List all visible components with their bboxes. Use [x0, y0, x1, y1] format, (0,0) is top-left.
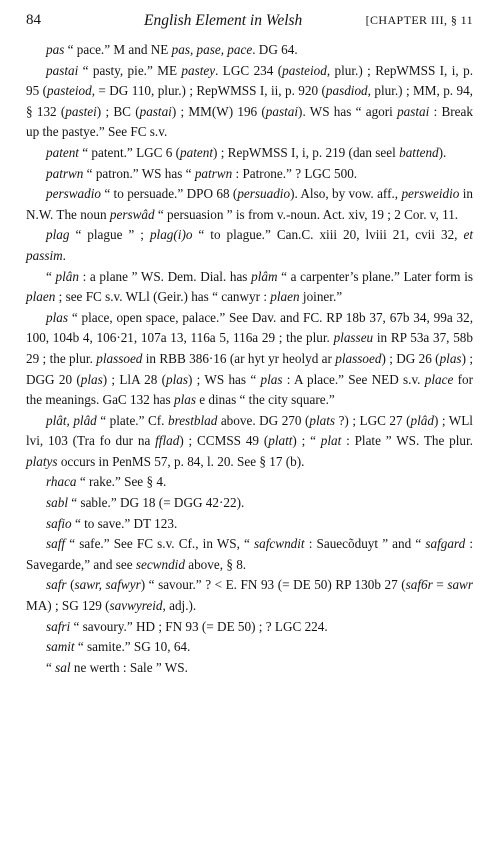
entry-text: “ [46, 268, 56, 284]
headword-or-citation: patrwn [194, 165, 233, 181]
entry-text: ) ; RepWMSS I, i, p. 219 (dan seel [213, 144, 400, 160]
entry-text: “ persuasion ” is from v.-noun. Act. xiv, 19 ; 2 Cor. v, 11. [154, 206, 459, 222]
entry-text: ). [438, 144, 447, 160]
headword-or-citation: battend [399, 144, 439, 160]
entry-text: ) ; LlA 28 ( [102, 371, 167, 387]
entry-text: MA) ; SG 129 ( [26, 598, 110, 614]
entry-text: e dinas “ the city square.” [195, 392, 335, 408]
entry-text: : A place.” See NED s.v. [282, 371, 425, 387]
entry-text: ) “ savour.” ? < E. FN 93 (= DE 50) RP 130b 27 ( [140, 577, 406, 593]
headword-or-citation: pasteiod [282, 62, 327, 78]
headword-or-citation: patrwn [46, 165, 84, 181]
entry-safri [26, 617, 473, 638]
headword-or-citation: plas [46, 309, 68, 325]
headword-or-citation: patent [46, 144, 79, 160]
entry-text: ). WS has “ agori [298, 103, 398, 119]
entry-text: in RBB 386·16 (ar hyt yr heolyd ar [142, 350, 336, 366]
entry-text: in N.W. The noun [26, 186, 473, 222]
entry-text: . LGC 234 ( [215, 62, 283, 78]
entry-text: in RP 53a 37, 58b 29 ; the plur. [26, 330, 473, 366]
entry-sal [26, 658, 473, 679]
headword-or-citation: safcwndit [254, 536, 305, 552]
headword-or-citation: plas [439, 350, 462, 366]
running-title: English Element in Welsh [144, 12, 303, 29]
headword-or-citation: pastai [46, 62, 79, 78]
headword-or-citation: saff [46, 536, 66, 552]
headword-or-citation: samit [46, 639, 75, 655]
entry-text: “ plate.” Cf. [96, 412, 168, 428]
headword-or-citation: plat [320, 433, 342, 449]
entry-plat [26, 411, 473, 473]
headword-or-citation: plas [80, 371, 103, 387]
headword-or-citation: sal [55, 659, 71, 675]
headword-or-citation: plaen [26, 289, 56, 305]
headword-or-citation: sawr, safwyr [74, 577, 141, 593]
headword-or-citation: pastai [397, 103, 430, 119]
headword-or-citation: plag(i)o [149, 227, 193, 243]
entry-text: “ to save.” DT 123. [71, 515, 178, 531]
entry-rhaca [26, 472, 473, 493]
headword-or-citation: plassoed [96, 350, 143, 366]
entry-text: ) ; “ [292, 433, 321, 449]
entry-text: above. DG 270 ( [217, 412, 310, 428]
headword-or-citation: fflad [155, 433, 180, 449]
entry-text: “ pasty, pie.” ME [78, 62, 182, 78]
entry-text: “ to persuade.” DPO 68 ( [100, 186, 238, 202]
entry-text: ( [66, 577, 75, 593]
headword-or-citation: sabl [46, 495, 68, 511]
headword-or-citation: savwyreid [109, 598, 163, 614]
entry-text: , plur.) ; RepWMSS I, i, p. 95 ( [26, 62, 473, 99]
entry-text: : Savegarde,” and see [26, 536, 473, 572]
entry-text: ) ; DG 26 ( [381, 350, 440, 366]
entry-text: , = DG 110, plur.) ; RepWMSS I, ii, p. 920 ( [91, 83, 326, 99]
entry-text: occurs in PenMS 57, p. 84, l. 20. See § 17 (b). [57, 453, 305, 469]
entry-plas [26, 308, 473, 411]
entry-saff [26, 534, 473, 575]
entry-plag [26, 225, 473, 266]
headword-or-citation: pasteiod [47, 83, 92, 99]
entry-plan [26, 267, 473, 308]
headword-or-citation: pastei [65, 103, 97, 119]
entry-text: joiner.” [299, 289, 343, 305]
headword-or-citation: saf6r [405, 577, 433, 593]
entry-text: : Break up the pastye.” See FC s.v. [26, 103, 473, 140]
headword-or-citation: platys [26, 453, 58, 469]
entry-text: ) ; DGG 20 ( [26, 350, 473, 387]
entry-text: “ safe.” See FC s.v. Cf., in WS, “ [65, 536, 255, 552]
entry-perswadio [26, 184, 473, 225]
entry-text: , adj.). [162, 598, 197, 614]
headword-or-citation: pastey [181, 62, 216, 78]
headword-or-citation: plassoed [335, 350, 382, 366]
page-header [26, 12, 473, 34]
headword-or-citation: safr [46, 577, 67, 593]
entry-text: , plur.) ; MM, p. 94, § 132 ( [26, 83, 473, 119]
headword-or-citation: persuadio [237, 186, 291, 202]
headword-or-citation: rhaca [46, 474, 77, 490]
headword-or-citation: pastai [265, 103, 299, 119]
entry-text: “ place, open space, palace.” See Dav. and FC. RP 18b 37, 67b 34, 99a 32, 100, 104b 4, 106·21, 107a 13, 116a 5, 116a 29 ; the plur. [26, 309, 473, 346]
entry-text: “ patron.” WS has “ [83, 165, 195, 181]
headword-or-citation: place [424, 371, 454, 387]
entry-text: ) ; WS has “ [188, 371, 261, 387]
entry-text: above, § 8. [184, 556, 247, 572]
entry-text: “ pace.” M and NE [64, 42, 172, 57]
headword-or-citation: plasseu [333, 330, 374, 346]
headword-or-citation: et passim [26, 227, 473, 263]
entry-text: : Plate ” WS. The plur. [341, 433, 473, 449]
entry-text: “ plague ” ; [69, 227, 150, 243]
headword-or-citation: plas [173, 392, 196, 408]
headword-or-citation: plag [46, 227, 70, 243]
entry-text: ). Also, by vow. aff., [290, 186, 402, 202]
entry-text: “ rake.” See § 4. [76, 474, 167, 490]
entry-text: ) ; BC ( [96, 103, 140, 119]
entry-text: “ a carpenter’s plane.” Later form is [277, 268, 474, 284]
entry-text: “ samite.” SG 10, 64. [74, 639, 191, 655]
entry-text: . [62, 247, 66, 263]
headword-or-citation: perswadio [46, 186, 101, 202]
entry-text: : Patrone.” ? LGC 500. [232, 165, 358, 181]
entry-text: “ [46, 659, 56, 675]
headword-or-citation: plâd [410, 412, 434, 428]
entry-text: “ patent.” LGC 6 ( [78, 144, 181, 160]
headword-or-citation: safio [46, 515, 72, 531]
entry-text: ne werth : Sale ” WS. [70, 659, 188, 675]
headword-or-citation: pasdiod [325, 83, 368, 99]
headword-or-citation: plâm [251, 268, 278, 284]
entry-text: ) ; WLl lvi, 103 (Tra fo dur na [26, 412, 473, 449]
headword-or-citation: brestblad [167, 412, 218, 428]
entry-text: “ sable.” DG 18 (= DGG 42·22). [67, 495, 245, 511]
headword-or-citation: pas [46, 42, 65, 57]
entry-pastai [26, 61, 473, 143]
headword-or-citation: safgard [425, 536, 466, 552]
dictionary-entries [26, 40, 473, 678]
entry-safr [26, 575, 473, 616]
page-number: 84 [26, 12, 41, 28]
headword-or-citation: perswâd [109, 206, 155, 222]
headword-or-citation: plats [309, 412, 336, 428]
entry-text: “ to plague.” Can.C. xiii 20, lviii 21, cvii 32, [192, 227, 464, 243]
entry-text: . DG 64. [252, 42, 298, 57]
entry-text: ) ; CCMSS 49 ( [179, 433, 269, 449]
entry-text: ; see FC s.v. WLl (Geir.) has “ canwyr : [55, 289, 271, 305]
entry-sabl [26, 493, 473, 514]
chapter-reference: [CHAPTER III, § 11 [365, 13, 473, 27]
entry-safio [26, 514, 473, 535]
headword-or-citation: plas [260, 371, 283, 387]
headword-or-citation: pastai [139, 103, 172, 119]
headword-or-citation: secwndid [135, 556, 185, 572]
entry-patent [26, 143, 473, 164]
headword-or-citation: plas [166, 371, 188, 387]
headword-or-citation: sawr [447, 577, 473, 593]
headword-or-citation: plaen [270, 289, 300, 305]
entry-text: ?) ; LGC 27 ( [335, 412, 411, 428]
headword-or-citation: platt [268, 433, 293, 449]
entry-text: “ savoury.” HD ; FN 93 (= DE 50) ; ? LGC 224. [70, 618, 328, 634]
entry-text: = [432, 577, 448, 593]
entry-pas [26, 40, 473, 61]
headword-or-citation: safri [46, 618, 71, 634]
headword-or-citation: patent [180, 144, 214, 160]
headword-or-citation: plât, plâd [46, 412, 97, 428]
entry-text: for the meanings. GaC 132 has [26, 371, 473, 408]
headword-or-citation: persweidio [401, 186, 460, 202]
entry-patrwn [26, 164, 473, 185]
headword-or-citation: plân [55, 268, 79, 284]
entry-text: : a plane ” WS. Dem. Dial. has [78, 268, 252, 284]
headword-or-citation: pas, pase, pace [171, 42, 253, 57]
entry-text: : Sauecõduyt ” and “ [304, 536, 426, 552]
entry-samit [26, 637, 473, 658]
entry-text: ) ; MM(W) 196 ( [171, 103, 266, 119]
